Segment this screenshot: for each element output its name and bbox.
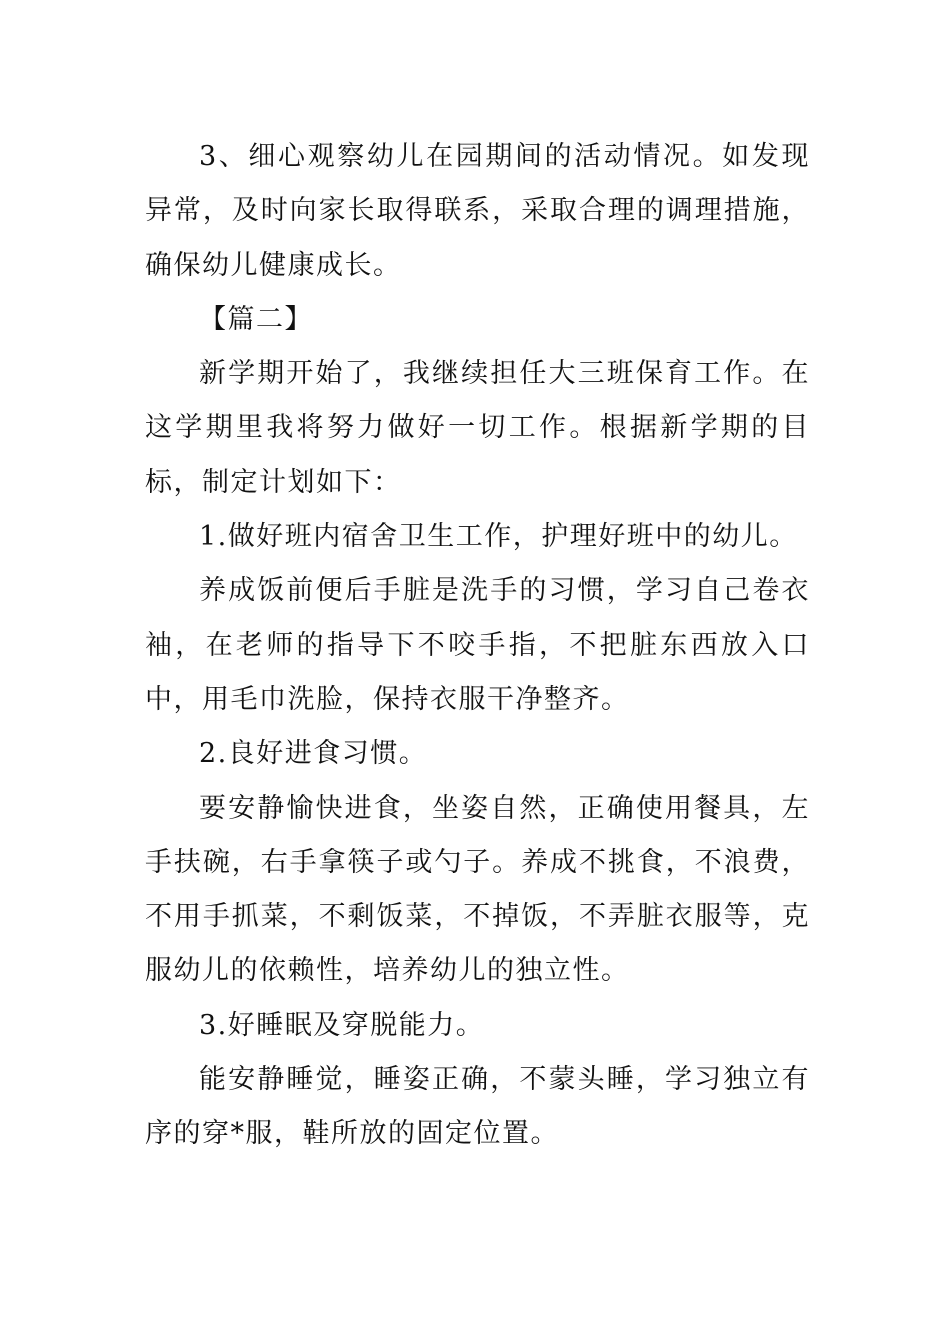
list-heading-hygiene: 1.做好班内宿舍卫生工作，护理好班中的幼儿。 (199, 521, 798, 553)
paragraph-hygiene: 养成饭前便后手脏是洗手的习惯，学习自己卷衣袖，在老师的指导下不咬手指，不把脏东西放入口中，用毛巾洗脸，保持衣服干净整齐。 (145, 575, 810, 715)
paragraph-eating: 要安静愉快进食，坐姿自然，正确使用餐具，左手扶碗，右手拿筷子或勺子。养成不挑食，不浪费，不用手抓菜，不剩饭菜，不掉饭，不弄脏衣服等，克服幼儿的依赖性，培养幼儿的独立性。 (145, 792, 810, 987)
paragraph-item-3-observation: 3、细心观察幼儿在园期间的活动情况。如发现异常，及时向家长取得联系，采取合理的调理措施，确保幼儿健康成长。 (145, 141, 810, 281)
section-heading-part-two: 【篇二】 (199, 303, 313, 335)
list-heading-eating: 2.良好进食习惯。 (199, 738, 428, 770)
list-heading-sleeping: 3.好睡眠及穿脱能力。 (199, 1009, 485, 1041)
paragraph-intro: 新学期开始了，我继续担任大三班保育工作。在这学期里我将努力做好一切工作。根据新学期的目标，制定计划如下： (145, 358, 810, 498)
document-body (145, 130, 810, 1162)
paragraph-sleeping: 能安静睡觉，睡姿正确，不蒙头睡，学习独立有序的穿*服，鞋所放的固定位置。 (145, 1064, 810, 1150)
